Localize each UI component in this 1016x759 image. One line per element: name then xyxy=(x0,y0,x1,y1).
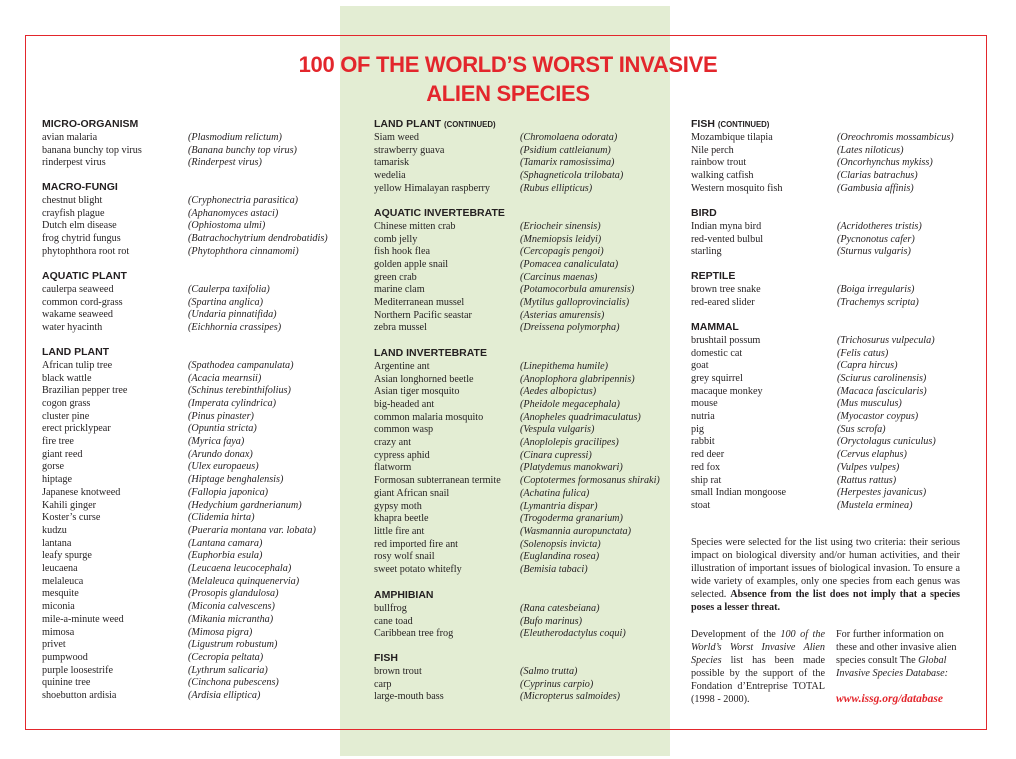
scientific-name: (Cyprinus carpio) xyxy=(520,678,594,690)
scientific-name: (Acacia mearnsii) xyxy=(188,372,262,384)
common-name: red fox xyxy=(691,461,721,473)
common-name: red-eared slider xyxy=(691,296,755,308)
common-name: flatworm xyxy=(374,462,412,474)
scientific-name: (Undaria pinnatifida) xyxy=(188,309,277,321)
title-line-2: ALIEN SPECIES xyxy=(426,81,590,106)
common-name: cane toad xyxy=(374,615,413,627)
scientific-name: (Clarias batrachus) xyxy=(837,169,918,181)
section-heading xyxy=(42,346,109,359)
scientific-name: (Ligustrum robustum) xyxy=(188,639,278,651)
scientific-name: (Oryctolagus cuniculus) xyxy=(837,436,936,448)
scientific-name: (Banana bunchy top virus) xyxy=(188,144,297,156)
common-name: rinderpest virus xyxy=(42,157,106,169)
scientific-name: (Sturnus vulgaris) xyxy=(837,246,911,258)
section-heading-text: AMPHIBIAN xyxy=(374,589,434,601)
scientific-name: (Sphagneticola trilobata) xyxy=(520,169,624,181)
scientific-name: (Cercopagis pengoi) xyxy=(520,246,604,258)
scientific-name: (Oncorhynchus mykiss) xyxy=(837,157,933,169)
section-heading xyxy=(691,270,735,283)
scientific-name: (Trogoderma granarium) xyxy=(520,513,623,525)
common-name: wakame seaweed xyxy=(42,309,113,321)
scientific-name: (Euphorbia esula) xyxy=(188,550,263,562)
common-name: pig xyxy=(691,423,705,435)
common-name: red deer xyxy=(691,449,725,461)
common-name: hiptage xyxy=(42,474,72,486)
scientific-name: (Gambusia affinis) xyxy=(837,182,914,194)
common-name: rabbit xyxy=(691,436,715,448)
scientific-name: (Pomacea canaliculata) xyxy=(520,258,619,270)
scientific-name: (Salmo trutta) xyxy=(520,665,578,677)
common-name: little fire ant xyxy=(374,525,425,537)
section-heading xyxy=(691,207,717,220)
title-line-1: 100 OF THE WORLD’S WORST INVASIVE xyxy=(298,52,718,77)
scientific-name: (Lythrum salicaria) xyxy=(188,664,268,676)
common-name: marine clam xyxy=(374,284,425,296)
common-name: melaleuca xyxy=(42,575,84,587)
common-name: Siam weed xyxy=(374,131,419,143)
section-heading xyxy=(374,207,505,220)
scientific-name: (Mytilus galloprovincialis) xyxy=(520,297,630,308)
development-credit-note xyxy=(691,628,825,707)
scientific-name: (Prosopis glandulosa) xyxy=(188,588,279,600)
section-heading-text: MAMMAL xyxy=(691,321,739,333)
scientific-name: (Lymantria dispar) xyxy=(520,500,598,512)
common-name: brushtail possum xyxy=(691,334,761,346)
scientific-name: (Rattus rattus) xyxy=(837,474,897,486)
scientific-name: (Oreochromis mossambicus) xyxy=(837,131,954,143)
common-name: comb jelly xyxy=(374,233,418,245)
scientific-name: (Trichosurus vulpecula) xyxy=(837,334,935,346)
scientific-name: (Anoplolepis gracilipes) xyxy=(520,437,619,448)
common-name: lantana xyxy=(42,537,72,549)
scientific-name: (Eichhornia crassipes) xyxy=(188,321,282,333)
common-name: crazy ant xyxy=(374,437,412,448)
section-heading xyxy=(374,652,398,665)
scientific-name: (Wasmannia auropunctata) xyxy=(520,525,632,537)
scientific-name: (Felis catus) xyxy=(837,347,889,359)
common-name: red imported fire ant xyxy=(374,538,459,550)
common-name: quinine tree xyxy=(42,677,91,689)
common-name: bullfrog xyxy=(374,602,407,614)
common-name: Western mosquito fish xyxy=(691,182,783,194)
scientific-name: (Ophiostoma ulmi) xyxy=(188,220,266,232)
selection-disclaimer: Absence from the list does not imply that a species poses a lesser threat. xyxy=(691,589,960,614)
scientific-name: (Ulex europaeus) xyxy=(188,461,259,473)
scientific-name: (Coptotermes formosanus shiraki) xyxy=(520,475,660,487)
section-heading xyxy=(374,118,496,131)
scientific-name: (Micropterus salmoides) xyxy=(520,691,621,703)
section-heading xyxy=(42,270,127,283)
scientific-name: (Batrachochytrium dendrobatidis) xyxy=(188,232,328,244)
scientific-name: (Clidemia hirta) xyxy=(188,512,255,524)
scientific-name: (Pheidole megacephala) xyxy=(520,398,620,410)
common-name: Mozambique tilapia xyxy=(691,131,773,143)
scientific-name: (Sciurus carolinensis) xyxy=(837,372,927,384)
common-name: Asian tiger mosquito xyxy=(374,386,460,398)
scientific-name: (Leucaena leucocephala) xyxy=(188,563,292,574)
common-name: chestnut blight xyxy=(42,194,103,206)
scientific-name: (Spartina anglica) xyxy=(188,296,263,308)
scientific-name: (Hedychium gardnerianum) xyxy=(188,499,302,511)
common-name: mile-a-minute weed xyxy=(42,613,124,625)
common-name: Mediterranean mussel xyxy=(374,297,465,308)
scientific-name: (Mus musculus) xyxy=(837,398,902,410)
scientific-name: (Platydemus manokwari) xyxy=(520,462,623,474)
scientific-name: (Solenopsis invicta) xyxy=(520,538,601,550)
scientific-name: (Mimosa pigra) xyxy=(188,626,253,638)
common-name: gorse xyxy=(42,461,65,473)
scientific-name: (Rubus ellipticus) xyxy=(520,182,593,194)
scientific-name: (Herpestes javanicus) xyxy=(837,487,927,499)
common-name: banana bunchy top virus xyxy=(42,144,142,156)
common-name: khapra beetle xyxy=(374,513,429,525)
common-name: tamarisk xyxy=(374,157,410,169)
section-heading-text: LAND PLANT xyxy=(374,118,442,130)
common-name: brown tree snake xyxy=(691,283,761,295)
section-heading-text: BIRD xyxy=(691,207,717,219)
common-name: Japanese knotweed xyxy=(42,486,121,498)
section-heading-text: FISH xyxy=(691,118,715,130)
common-name: Formosan subterranean termite xyxy=(374,475,501,487)
common-name: common cord-grass xyxy=(42,296,123,308)
section-heading-text: LAND INVERTEBRATE xyxy=(374,347,487,359)
common-name: gypsy moth xyxy=(374,500,422,512)
common-name: mimosa xyxy=(42,626,75,638)
common-name: sweet potato whitefly xyxy=(374,564,462,575)
section-heading-text: LAND PLANT xyxy=(42,346,110,358)
common-name: kudzu xyxy=(42,524,67,536)
scientific-name: (Pueraria montana var. lobata) xyxy=(188,524,316,536)
scientific-name: (Opuntia stricta) xyxy=(188,423,257,435)
section-heading-text: REPTILE xyxy=(691,270,736,282)
section-heading xyxy=(691,118,769,131)
scientific-name: (Rana catesbeiana) xyxy=(520,602,600,614)
scientific-name: (Cryphonectria parasitica) xyxy=(188,194,299,206)
common-name: frog chytrid fungus xyxy=(42,232,121,244)
common-name: shoebutton ardisia xyxy=(42,690,117,701)
section-heading xyxy=(42,118,138,131)
common-name: red-vented bulbul xyxy=(691,233,764,245)
common-name: macaque monkey xyxy=(691,385,763,397)
scientific-name: (Cervus elaphus) xyxy=(837,449,907,461)
scientific-name: (Eleutherodactylus coqui) xyxy=(520,628,626,640)
common-name: pumpwood xyxy=(42,651,88,663)
common-name: starling xyxy=(691,246,722,258)
common-name: grey squirrel xyxy=(691,372,743,384)
scientific-name: (Sus scrofa) xyxy=(837,423,886,435)
common-name: zebra mussel xyxy=(374,322,427,334)
scientific-name: (Pycnonotus cafer) xyxy=(837,233,915,245)
section-heading-text: MICRO-ORGANISM xyxy=(42,118,139,130)
scientific-name: (Lantana camara) xyxy=(188,537,263,549)
common-name: common wasp xyxy=(374,424,434,436)
section-heading-continued: (CONTINUED) xyxy=(444,120,496,129)
common-name: cogon grass xyxy=(42,397,91,409)
scientific-name: (Vulpes vulpes) xyxy=(837,461,900,473)
scientific-name: (Bemisia tabaci) xyxy=(520,564,588,575)
scientific-name: (Miconia calvescens) xyxy=(188,601,275,613)
scientific-name: (Anoplophora glabripennis) xyxy=(520,373,635,385)
scientific-name: (Imperata cylindrica) xyxy=(188,397,276,409)
scientific-name: (Eriocheir sinensis) xyxy=(520,220,601,232)
scientific-name: (Mnemiopsis leidyi) xyxy=(520,233,602,245)
common-name: phytophthora root rot xyxy=(42,245,130,257)
section-heading-text: MACRO-FUNGI xyxy=(42,181,118,193)
common-name: Kahili ginger xyxy=(42,499,97,511)
common-name: goat xyxy=(691,360,709,372)
common-name: fire tree xyxy=(42,436,74,447)
common-name: stoat xyxy=(691,499,711,511)
info-text: For further information on these and other invasive alien species consult The xyxy=(836,629,957,667)
common-name: avian malaria xyxy=(42,131,98,143)
common-name: walking catfish xyxy=(691,169,754,181)
common-name: carp xyxy=(374,678,392,690)
credit-list-title: 100 of the World’s Worst Invasive Alien Species xyxy=(691,629,826,667)
scientific-name: (Aphanomyces astaci) xyxy=(188,207,279,219)
common-name: common malaria mosquito xyxy=(374,411,484,423)
scientific-name: (Caulerpa taxifolia) xyxy=(188,283,270,295)
common-name: Indian myna bird xyxy=(691,220,762,232)
common-name: Nile perch xyxy=(691,144,734,156)
scientific-name: (Cinara cupressi) xyxy=(520,449,592,461)
common-name: big-headed ant xyxy=(374,398,435,410)
scientific-name: (Myrica faya) xyxy=(188,436,245,447)
common-name: strawberry guava xyxy=(374,144,445,156)
common-name: Argentine ant xyxy=(374,360,430,372)
scientific-name: (Rinderpest virus) xyxy=(188,157,262,169)
common-name: golden apple snail xyxy=(374,258,449,270)
scientific-name: (Myocastor coypus) xyxy=(837,411,919,422)
scientific-name: (Cinchona pubescens) xyxy=(188,677,279,689)
scientific-name: (Trachemys scripta) xyxy=(837,296,919,308)
scientific-name: (Melaleuca quinquenervia) xyxy=(188,575,300,587)
selection-criteria-text: Species were selected for the list using two criteria: their serious impact on biological diversity and/or human activities, and their illustration of important issues of biological invasion. To ensure a wide variety of examples, only one species from each genus was selected. xyxy=(691,537,960,601)
database-url-link[interactable]: www.issg.org/database xyxy=(836,693,943,705)
common-name: rosy wolf snail xyxy=(374,551,435,563)
common-name: black wattle xyxy=(42,372,92,384)
common-name: cluster pine xyxy=(42,410,90,422)
scientific-name: (Boiga irregularis) xyxy=(837,283,915,295)
scientific-name: (Aedes albopictus) xyxy=(520,386,597,398)
scientific-name: (Achatina fulica) xyxy=(520,487,590,499)
common-name: Brazilian pepper tree xyxy=(42,385,128,397)
common-name: Caribbean tree frog xyxy=(374,628,454,640)
scientific-name: (Mikania micrantha) xyxy=(188,613,274,625)
scientific-name: (Chromolaena odorata) xyxy=(520,131,618,143)
common-name: cypress aphid xyxy=(374,449,430,461)
common-name: crayfish plague xyxy=(42,207,105,219)
common-name: African tulip tree xyxy=(42,359,113,371)
scientific-name: (Spathodea campanulata) xyxy=(188,359,294,371)
scientific-name: (Hiptage benghalensis) xyxy=(188,474,284,486)
common-name: mesquite xyxy=(42,588,79,600)
section-heading xyxy=(374,347,487,360)
common-name: purple loosestrife xyxy=(42,664,114,676)
common-name: Northern Pacific seastar xyxy=(374,309,472,321)
scientific-name: (Euglandina rosea) xyxy=(520,551,600,563)
scientific-name: (Carcinus maenas) xyxy=(520,271,598,283)
common-name: caulerpa seaweed xyxy=(42,283,114,295)
scientific-name: (Tamarix ramosissima) xyxy=(520,157,615,169)
common-name: leucaena xyxy=(42,563,78,574)
scientific-name: (Bufo marinus) xyxy=(520,615,582,627)
section-heading xyxy=(374,589,434,602)
further-info-note xyxy=(836,628,960,680)
scientific-name: (Fallopia japonica) xyxy=(188,486,269,498)
section-heading-text: AQUATIC PLANT xyxy=(42,270,127,282)
section-heading xyxy=(691,321,739,334)
common-name: green crab xyxy=(374,271,417,283)
scientific-name: (Macaca fascicularis) xyxy=(837,385,927,397)
section-heading-text: AQUATIC INVERTEBRATE xyxy=(374,207,505,219)
common-name: Dutch elm disease xyxy=(42,220,117,232)
scientific-name: (Capra hircus) xyxy=(837,360,898,372)
common-name: fish hook flea xyxy=(374,246,431,258)
common-name: leafy spurge xyxy=(42,550,92,562)
section-heading-text: FISH xyxy=(374,652,398,664)
scientific-name: (Vespula vulgaris) xyxy=(520,424,595,436)
common-name: ship rat xyxy=(691,474,722,486)
common-name: Chinese mitten crab xyxy=(374,220,456,232)
scientific-name: (Linepithema humile) xyxy=(520,360,608,372)
common-name: Koster’s curse xyxy=(42,512,101,524)
common-name: brown trout xyxy=(374,665,422,677)
scientific-name: (Arundo donax) xyxy=(188,448,253,460)
selection-criteria-note xyxy=(691,536,960,615)
scientific-name: (Dreissena polymorpha) xyxy=(520,322,620,334)
scientific-name: (Pinus pinaster) xyxy=(188,410,254,422)
scientific-name: (Plasmodium relictum) xyxy=(188,131,282,143)
scientific-name: (Potamocorbula amurensis) xyxy=(520,284,635,296)
scientific-name: (Acridotheres tristis) xyxy=(837,220,922,232)
credit-suffix: list has been made possible by the support of the Fondation d’Entreprise TOTAL (1998 - 2000). xyxy=(691,655,826,706)
common-name: small Indian mongoose xyxy=(691,487,787,499)
scientific-name: (Schinus terebinthifolius) xyxy=(188,385,291,397)
common-name: large-mouth bass xyxy=(374,691,444,703)
credit-prefix: Development of the xyxy=(691,629,776,640)
common-name: privet xyxy=(42,639,66,651)
common-name: domestic cat xyxy=(691,347,743,359)
scientific-name: (Ardisia elliptica) xyxy=(188,690,261,701)
common-name: wedelia xyxy=(374,169,406,181)
common-name: giant reed xyxy=(42,448,83,460)
scientific-name: (Asterias amurensis) xyxy=(520,309,605,321)
scientific-name: (Phytophthora cinnamomi) xyxy=(188,245,299,257)
common-name: erect pricklypear xyxy=(42,423,111,435)
common-name: miconia xyxy=(42,601,75,613)
section-heading xyxy=(42,181,118,194)
common-name: rainbow trout xyxy=(691,157,747,169)
scientific-name: (Lates niloticus) xyxy=(837,144,904,156)
database-name: Global Invasive Species Database: xyxy=(836,655,949,680)
common-name: nutria xyxy=(691,411,715,422)
scientific-name: (Psidium cattleianum) xyxy=(520,144,611,156)
common-name: Asian longhorned beetle xyxy=(374,373,474,385)
scientific-name: (Cecropia peltata) xyxy=(188,651,264,663)
section-heading-continued: (CONTINUED) xyxy=(717,120,770,129)
common-name: yellow Himalayan raspberry xyxy=(374,182,490,194)
common-name: giant African snail xyxy=(374,487,450,499)
scientific-name: (Mustela erminea) xyxy=(837,499,913,511)
scientific-name: (Anopheles quadrimaculatus) xyxy=(520,411,641,423)
page-title xyxy=(0,50,1016,108)
common-name: mouse xyxy=(691,398,718,410)
common-name: water hyacinth xyxy=(42,321,103,333)
